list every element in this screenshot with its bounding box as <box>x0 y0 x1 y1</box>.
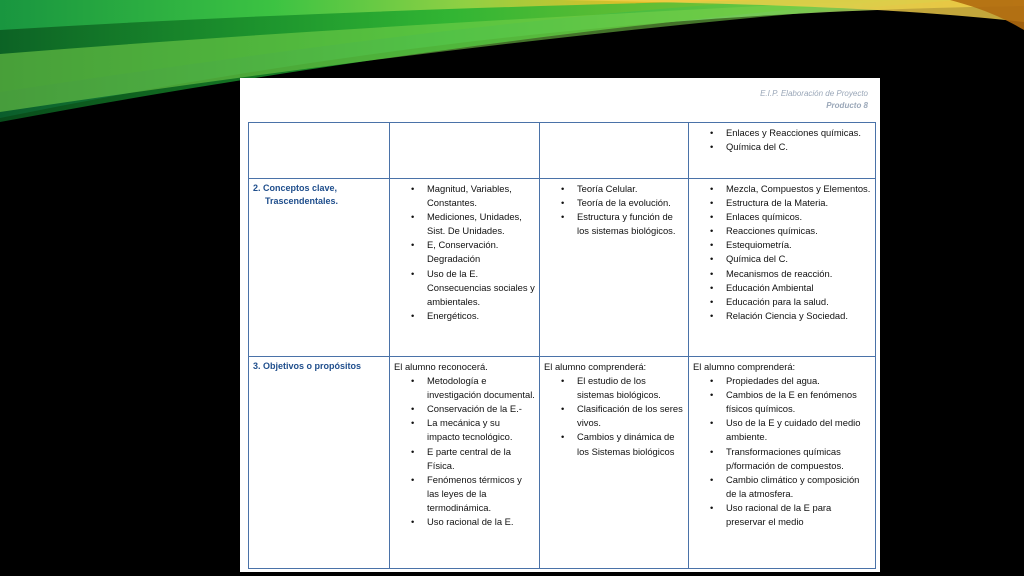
list-item: • Educación Ambiental <box>693 281 871 295</box>
header-line-2: Producto 8 <box>826 101 868 110</box>
list-item: • Relación Ciencia y Sociedad. <box>693 309 871 323</box>
row-label-conceptos <box>249 179 390 357</box>
list-item: • Uso racional de la E. <box>394 515 535 529</box>
list-item: • El estudio de los sistemas biológicos. <box>544 374 684 402</box>
list-item: • Transformaciones químicas p/formación de compuestos. <box>693 445 871 473</box>
table-cell <box>689 123 876 179</box>
list-item: • E parte central de la Física. <box>394 445 535 473</box>
curriculum-table <box>248 122 876 569</box>
list-item: • Estructura y función de los sistemas biológicos. <box>544 210 684 238</box>
table-cell <box>540 179 689 357</box>
table-cell <box>390 357 540 569</box>
document-page <box>240 78 880 572</box>
list-item: • Uso racional de la E para preservar el medio <box>693 501 871 529</box>
cell-intro-text: El alumno comprenderá: <box>544 361 647 372</box>
row-label-objetivos <box>249 357 390 569</box>
list-item: • Magnitud, Variables, Constantes. <box>394 182 535 210</box>
table-row <box>249 123 876 179</box>
list-item: • Química del C. <box>693 140 871 154</box>
cell-intro-text: El alumno reconocerá. <box>394 361 488 372</box>
list-item: • Cambios y dinámica de los Sistemas biológicos <box>544 430 684 458</box>
table-cell-empty <box>249 123 390 179</box>
table-cell <box>390 179 540 357</box>
list-item: • Propiedades del agua. <box>693 374 871 388</box>
list-item: • Teoría Celular. <box>544 182 684 196</box>
list-item: • Fenómenos térmicos y las leyes de la termodinámica. <box>394 473 535 515</box>
list-item: • Energéticos. <box>394 309 535 323</box>
list-item: • Estructura de la Materia. <box>693 196 871 210</box>
list-item: • Estequiometría. <box>693 238 871 252</box>
list-item: • Uso de la E y cuidado del medio ambiente. <box>693 416 871 444</box>
list-item: • E, Conservación. Degradación <box>394 238 535 266</box>
table-cell <box>689 357 876 569</box>
list-item: • Cambios de la E en fenómenos físicos químicos. <box>693 388 871 416</box>
table-cell <box>689 179 876 357</box>
list-item: • Conservación de la E.- <box>394 402 535 416</box>
row-label-line: 3. Objetivos o propósitos <box>253 361 362 371</box>
table-row <box>249 357 876 569</box>
list-item: • Uso de la E. Consecuencias sociales y ambientales. <box>394 267 535 309</box>
document-header <box>760 88 868 112</box>
list-item: • Mediciones, Unidades, Sist. De Unidades. <box>394 210 535 238</box>
table-cell-empty <box>390 123 540 179</box>
table-cell <box>540 357 689 569</box>
row-label-line: Trascendentales. <box>265 196 339 206</box>
header-line-1: E.I.P. Elaboración de Proyecto <box>760 89 868 98</box>
list-item: • Educación para la salud. <box>693 295 871 309</box>
list-item: • Enlaces y Reacciones químicas. <box>693 126 871 140</box>
list-item: • Clasificación de los seres vivos. <box>544 402 684 430</box>
table-row <box>249 179 876 357</box>
list-item: • Metodología e investigación documental. <box>394 374 535 402</box>
list-item: • Teoría de la evolución. <box>544 196 684 210</box>
list-item: • Química del C. <box>693 252 871 266</box>
row-label-line: 2. Conceptos clave, <box>253 183 338 193</box>
list-item: • Mezcla, Compuestos y Elementos. <box>693 182 871 196</box>
list-item: • Mecanismos de reacción. <box>693 267 871 281</box>
list-item: • La mecánica y su impacto tecnológico. <box>394 416 535 444</box>
cell-intro-text: El alumno comprenderá: <box>693 361 796 372</box>
list-item: • Cambio climático y composición de la atmosfera. <box>693 473 871 501</box>
table-cell-empty <box>540 123 689 179</box>
list-item: • Reacciones químicas. <box>693 224 871 238</box>
list-item: • Enlaces químicos. <box>693 210 871 224</box>
